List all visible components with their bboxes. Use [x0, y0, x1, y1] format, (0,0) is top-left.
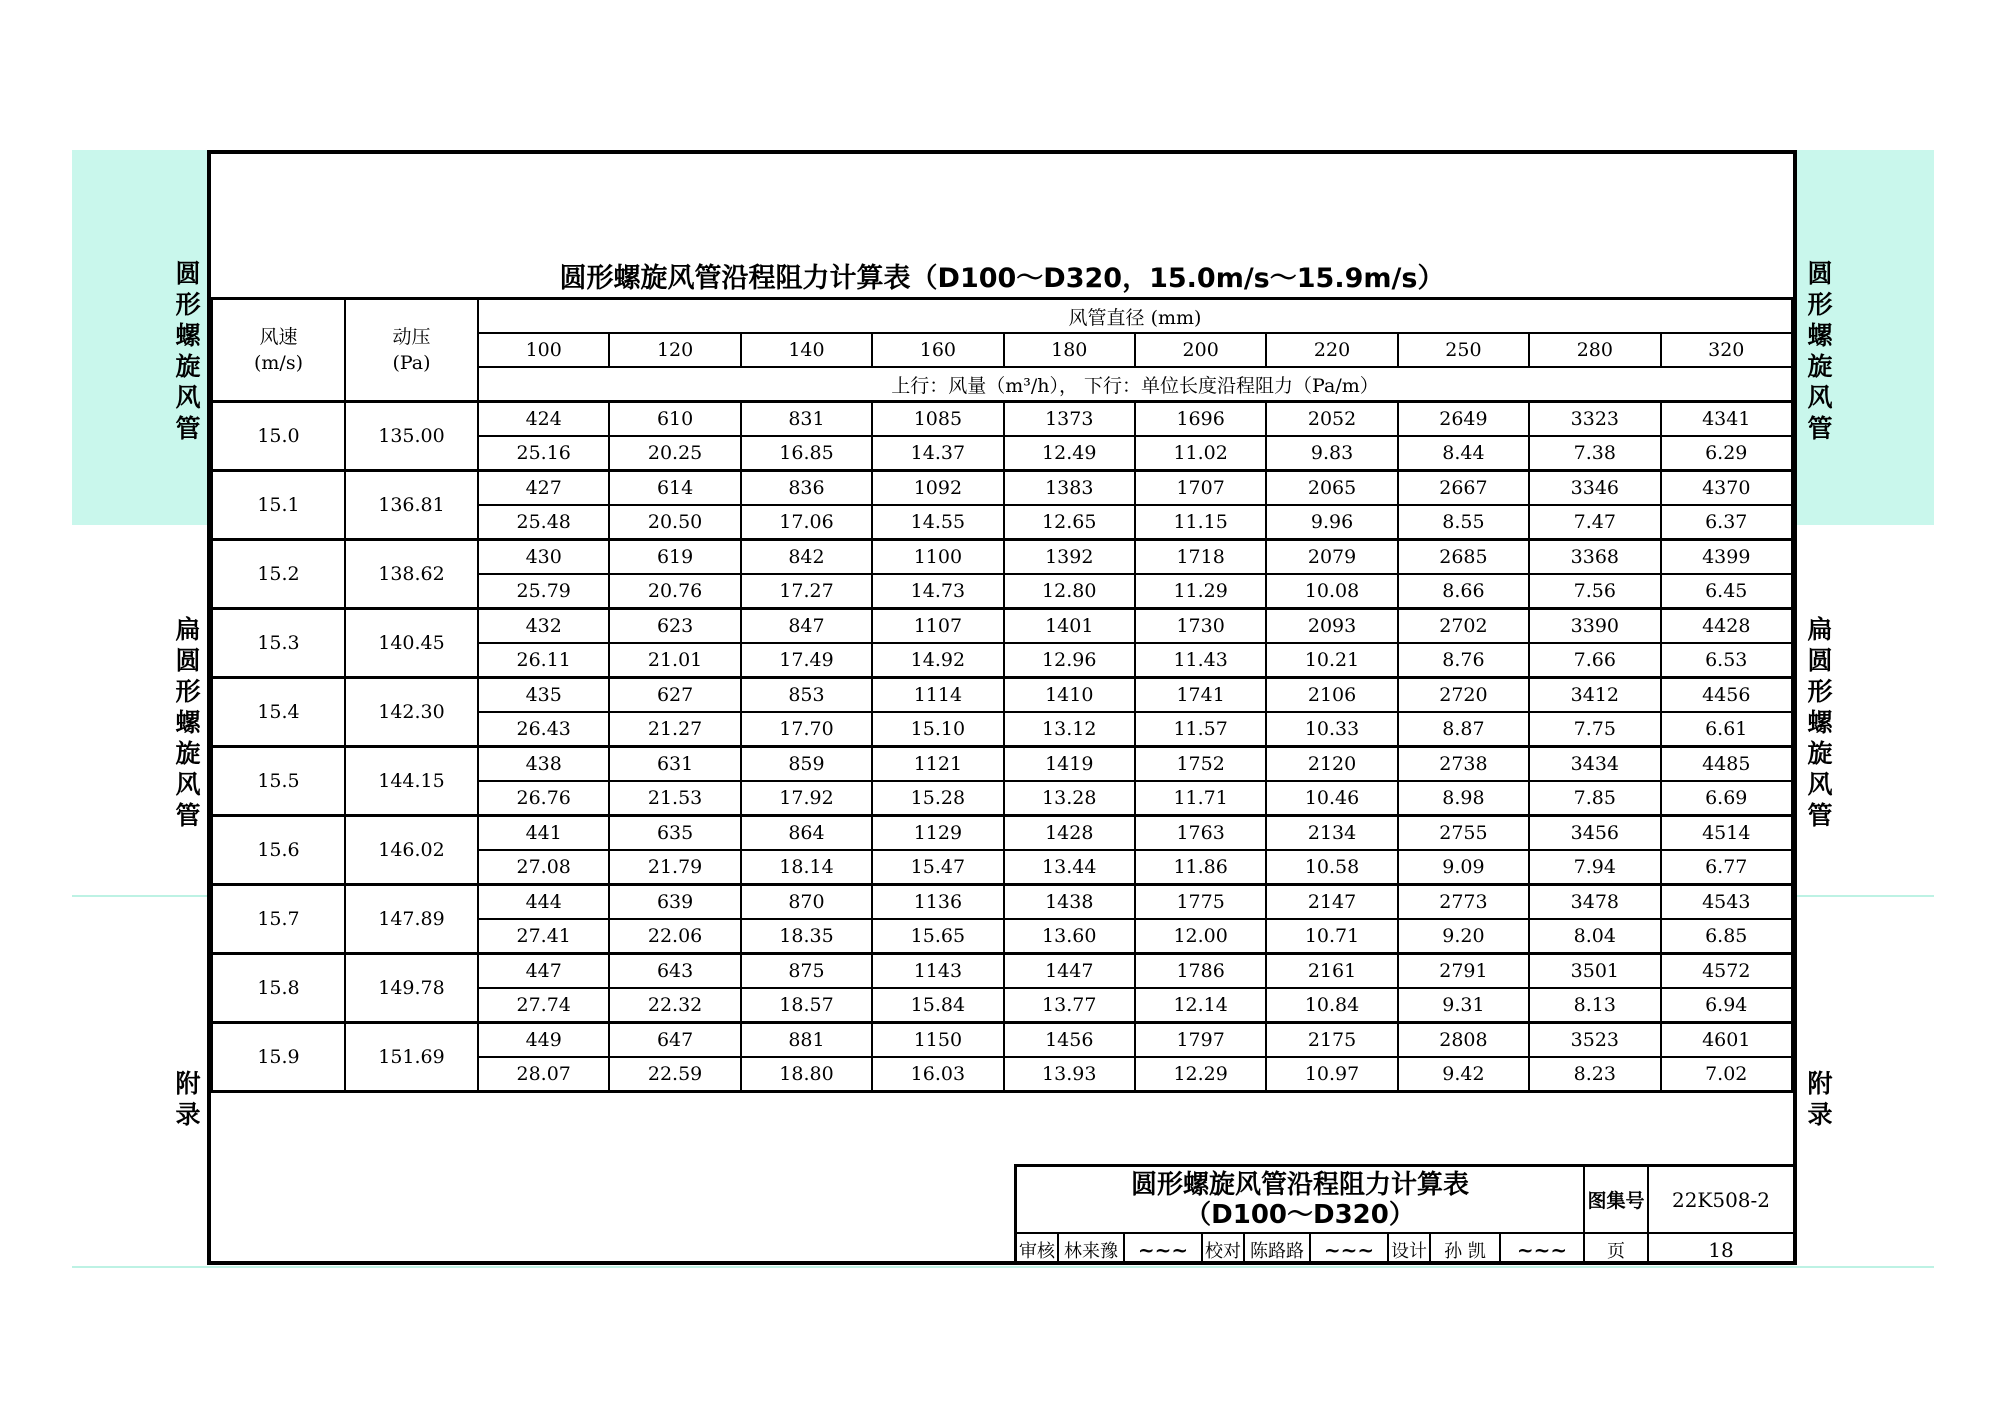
- flow-cell: 1456: [1004, 1023, 1135, 1058]
- flow-cell: 1438: [1004, 885, 1135, 920]
- flow-cell: 4399: [1661, 540, 1792, 575]
- flow-cell: 1150: [872, 1023, 1003, 1058]
- pressure-cell: 136.81: [345, 471, 478, 540]
- flow-cell: 4543: [1661, 885, 1792, 920]
- flow-cell: 438: [478, 747, 609, 782]
- resistance-cell: 21.27: [609, 712, 740, 747]
- flow-cell: 2649: [1398, 402, 1529, 437]
- resistance-cell: 17.27: [741, 574, 872, 609]
- resistance-cell: 13.77: [1004, 988, 1135, 1023]
- flow-cell: 2685: [1398, 540, 1529, 575]
- resistance-cell: 18.35: [741, 919, 872, 954]
- velocity-cell: 15.8: [212, 954, 345, 1023]
- flow-cell: 430: [478, 540, 609, 575]
- resistance-cell: 10.21: [1266, 643, 1397, 678]
- side-label-lower-left: 附 录: [175, 1069, 201, 1129]
- resistance-table: [211, 297, 1793, 1093]
- pressure-cell: 151.69: [345, 1023, 478, 1092]
- resistance-cell: 18.57: [741, 988, 872, 1023]
- flow-cell: 3501: [1529, 954, 1660, 989]
- resistance-cell: 22.06: [609, 919, 740, 954]
- flow-cell: 2065: [1266, 471, 1397, 506]
- flow-cell: 3456: [1529, 816, 1660, 851]
- resistance-cell: 8.87: [1398, 712, 1529, 747]
- resistance-cell: 12.00: [1135, 919, 1266, 954]
- resistance-cell: 9.96: [1266, 505, 1397, 540]
- resistance-cell: 14.92: [872, 643, 1003, 678]
- resistance-cell: 13.60: [1004, 919, 1135, 954]
- flow-cell: 1763: [1135, 816, 1266, 851]
- page-label: 页: [1585, 1234, 1649, 1265]
- resistance-cell: 14.55: [872, 505, 1003, 540]
- diameter-cell: 160: [872, 333, 1003, 367]
- flow-cell: 1797: [1135, 1023, 1266, 1058]
- title-block-title: 圆形螺旋风管沿程阻力计算表 （D100～D320）: [1017, 1167, 1585, 1234]
- resistance-cell: 17.70: [741, 712, 872, 747]
- flow-row: [212, 816, 1792, 851]
- resistance-cell: 17.49: [741, 643, 872, 678]
- flow-row: [212, 471, 1792, 506]
- checker-name: 陈路路: [1245, 1234, 1311, 1265]
- flow-cell: 1410: [1004, 678, 1135, 713]
- resistance-cell: 6.94: [1661, 988, 1792, 1023]
- flow-cell: 619: [609, 540, 740, 575]
- flow-cell: 1730: [1135, 609, 1266, 644]
- flow-cell: 610: [609, 402, 740, 437]
- resistance-cell: 9.20: [1398, 919, 1529, 954]
- resistance-cell: 7.02: [1661, 1057, 1792, 1092]
- velocity-cell: 15.0: [212, 402, 345, 471]
- resistance-cell: 18.80: [741, 1057, 872, 1092]
- pressure-cell: 135.00: [345, 402, 478, 471]
- flow-cell: 614: [609, 471, 740, 506]
- resistance-cell: 9.42: [1398, 1057, 1529, 1092]
- resistance-cell: 15.65: [872, 919, 1003, 954]
- flow-cell: 4572: [1661, 954, 1792, 989]
- resistance-cell: 11.15: [1135, 505, 1266, 540]
- flow-cell: 847: [741, 609, 872, 644]
- flow-cell: 1092: [872, 471, 1003, 506]
- resistance-cell: 18.14: [741, 850, 872, 885]
- resistance-cell: 6.77: [1661, 850, 1792, 885]
- resistance-cell: 13.93: [1004, 1057, 1135, 1092]
- resistance-cell: 20.25: [609, 436, 740, 471]
- resistance-cell: 15.47: [872, 850, 1003, 885]
- resistance-cell: 25.48: [478, 505, 609, 540]
- flow-cell: 1707: [1135, 471, 1266, 506]
- flow-cell: 1107: [872, 609, 1003, 644]
- flow-cell: 635: [609, 816, 740, 851]
- resistance-cell: 27.74: [478, 988, 609, 1023]
- flow-cell: 1401: [1004, 609, 1135, 644]
- resistance-cell: 12.80: [1004, 574, 1135, 609]
- flow-cell: 842: [741, 540, 872, 575]
- resistance-cell: 15.84: [872, 988, 1003, 1023]
- flow-cell: 4428: [1661, 609, 1792, 644]
- flow-cell: 859: [741, 747, 872, 782]
- resistance-cell: 9.83: [1266, 436, 1397, 471]
- flow-cell: 643: [609, 954, 740, 989]
- resistance-cell: 12.14: [1135, 988, 1266, 1023]
- flow-row: [212, 402, 1792, 437]
- resistance-cell: 12.29: [1135, 1057, 1266, 1092]
- velocity-cell: 15.6: [212, 816, 345, 885]
- resistance-cell: 13.12: [1004, 712, 1135, 747]
- flow-cell: 4601: [1661, 1023, 1792, 1058]
- resistance-cell: 16.03: [872, 1057, 1003, 1092]
- flow-cell: 2755: [1398, 816, 1529, 851]
- resistance-cell: 20.76: [609, 574, 740, 609]
- flow-cell: 1786: [1135, 954, 1266, 989]
- flow-cell: 435: [478, 678, 609, 713]
- velocity-cell: 15.9: [212, 1023, 345, 1092]
- flow-cell: 1100: [872, 540, 1003, 575]
- resistance-cell: 7.38: [1529, 436, 1660, 471]
- flow-cell: 870: [741, 885, 872, 920]
- resistance-cell: 7.94: [1529, 850, 1660, 885]
- flow-cell: 441: [478, 816, 609, 851]
- diameter-cell: 220: [1266, 333, 1397, 367]
- flow-cell: 1143: [872, 954, 1003, 989]
- resistance-cell: 7.56: [1529, 574, 1660, 609]
- flow-cell: 432: [478, 609, 609, 644]
- atlas-label: 图集号: [1585, 1167, 1649, 1234]
- flow-cell: 3368: [1529, 540, 1660, 575]
- resistance-cell: 26.11: [478, 643, 609, 678]
- resistance-cell: 6.61: [1661, 712, 1792, 747]
- flow-cell: 2052: [1266, 402, 1397, 437]
- flow-cell: 4514: [1661, 816, 1792, 851]
- side-label-upper-left: 圆 形 螺 旋 风 管: [175, 259, 201, 443]
- resistance-cell: 25.16: [478, 436, 609, 471]
- velocity-cell: 15.3: [212, 609, 345, 678]
- resistance-cell: 7.66: [1529, 643, 1660, 678]
- flow-cell: 836: [741, 471, 872, 506]
- flow-cell: 831: [741, 402, 872, 437]
- diameter-cell: 100: [478, 333, 609, 367]
- diameter-cell: 180: [1004, 333, 1135, 367]
- flow-cell: 3523: [1529, 1023, 1660, 1058]
- design-label: 设计: [1389, 1234, 1431, 1265]
- resistance-cell: 12.49: [1004, 436, 1135, 471]
- flow-cell: 3434: [1529, 747, 1660, 782]
- title-block: [1014, 1164, 1793, 1265]
- resistance-cell: 7.75: [1529, 712, 1660, 747]
- pressure-cell: 149.78: [345, 954, 478, 1023]
- velocity-cell: 15.1: [212, 471, 345, 540]
- row-note: 上行：风量（m³/h）， 下行：单位长度沿程阻力（Pa/m）: [478, 367, 1792, 402]
- flow-cell: 4341: [1661, 402, 1792, 437]
- flow-row: [212, 609, 1792, 644]
- flow-cell: 647: [609, 1023, 740, 1058]
- flow-cell: 1085: [872, 402, 1003, 437]
- flow-cell: 631: [609, 747, 740, 782]
- velocity-cell: 15.4: [212, 678, 345, 747]
- table-title: 圆形螺旋风管沿程阻力计算表（D100～D320，15.0m/s～15.9m/s）: [559, 263, 1445, 294]
- flow-cell: 3323: [1529, 402, 1660, 437]
- side-label-lower-right: 附 录: [1807, 1069, 1833, 1129]
- designer-name: 孙 凯: [1431, 1234, 1501, 1265]
- diameter-cell: 320: [1661, 333, 1792, 367]
- flow-cell: 4485: [1661, 747, 1792, 782]
- flow-cell: 4456: [1661, 678, 1792, 713]
- resistance-cell: 10.58: [1266, 850, 1397, 885]
- resistance-cell: 15.28: [872, 781, 1003, 816]
- flow-cell: 3478: [1529, 885, 1660, 920]
- pressure-cell: 146.02: [345, 816, 478, 885]
- flow-row: [212, 885, 1792, 920]
- resistance-cell: 20.50: [609, 505, 740, 540]
- resistance-cell: 6.45: [1661, 574, 1792, 609]
- flow-cell: 1121: [872, 747, 1003, 782]
- flow-cell: 2120: [1266, 747, 1397, 782]
- diameter-cell: 200: [1135, 333, 1266, 367]
- flow-cell: 424: [478, 402, 609, 437]
- resistance-cell: 15.10: [872, 712, 1003, 747]
- resistance-cell: 6.29: [1661, 436, 1792, 471]
- resistance-cell: 17.06: [741, 505, 872, 540]
- resistance-cell: 10.97: [1266, 1057, 1397, 1092]
- flow-cell: 1741: [1135, 678, 1266, 713]
- flow-cell: 2175: [1266, 1023, 1397, 1058]
- resistance-cell: 6.53: [1661, 643, 1792, 678]
- pressure-cell: 147.89: [345, 885, 478, 954]
- flow-cell: 1373: [1004, 402, 1135, 437]
- flow-cell: 447: [478, 954, 609, 989]
- flow-cell: 875: [741, 954, 872, 989]
- flow-cell: 2773: [1398, 885, 1529, 920]
- flow-cell: 2093: [1266, 609, 1397, 644]
- resistance-cell: 17.92: [741, 781, 872, 816]
- flow-cell: 1392: [1004, 540, 1135, 575]
- velocity-cell: 15.7: [212, 885, 345, 954]
- diameter-cell: 120: [609, 333, 740, 367]
- resistance-cell: 8.66: [1398, 574, 1529, 609]
- resistance-cell: 11.43: [1135, 643, 1266, 678]
- resistance-cell: 26.76: [478, 781, 609, 816]
- flow-cell: 1752: [1135, 747, 1266, 782]
- resistance-cell: 12.65: [1004, 505, 1135, 540]
- side-label-middle-right: 扁 圆 形 螺 旋 风 管: [1807, 615, 1833, 830]
- atlas-number: 22K508-2: [1649, 1167, 1793, 1234]
- resistance-cell: 6.85: [1661, 919, 1792, 954]
- flow-cell: 2134: [1266, 816, 1397, 851]
- flow-cell: 2079: [1266, 540, 1397, 575]
- side-label-upper-right: 圆 形 螺 旋 风 管: [1807, 259, 1833, 443]
- flow-row: [212, 678, 1792, 713]
- flow-cell: 1775: [1135, 885, 1266, 920]
- flow-cell: 1383: [1004, 471, 1135, 506]
- resistance-cell: 26.43: [478, 712, 609, 747]
- resistance-cell: 11.86: [1135, 850, 1266, 885]
- resistance-cell: 11.57: [1135, 712, 1266, 747]
- resistance-cell: 10.08: [1266, 574, 1397, 609]
- flow-cell: 2791: [1398, 954, 1529, 989]
- flow-cell: 627: [609, 678, 740, 713]
- diameter-header: 风管直径 (mm): [478, 299, 1792, 334]
- resistance-cell: 11.29: [1135, 574, 1266, 609]
- velocity-cell: 15.2: [212, 540, 345, 609]
- resistance-cell: 8.76: [1398, 643, 1529, 678]
- resistance-cell: 8.13: [1529, 988, 1660, 1023]
- checker-signature: ~~~: [1311, 1234, 1389, 1265]
- resistance-cell: 7.85: [1529, 781, 1660, 816]
- reviewer-signature: ~~~: [1125, 1234, 1203, 1265]
- flow-cell: 4370: [1661, 471, 1792, 506]
- diameter-cell: 250: [1398, 333, 1529, 367]
- flow-cell: 1447: [1004, 954, 1135, 989]
- resistance-cell: 21.53: [609, 781, 740, 816]
- resistance-cell: 11.71: [1135, 781, 1266, 816]
- designer-signature: ~~~: [1501, 1234, 1585, 1265]
- check-label: 校对: [1203, 1234, 1245, 1265]
- pressure-cell: 144.15: [345, 747, 478, 816]
- flow-cell: 1114: [872, 678, 1003, 713]
- flow-cell: 2147: [1266, 885, 1397, 920]
- resistance-cell: 6.37: [1661, 505, 1792, 540]
- flow-cell: 623: [609, 609, 740, 644]
- flow-row: [212, 954, 1792, 989]
- pressure-cell: 142.30: [345, 678, 478, 747]
- resistance-cell: 9.31: [1398, 988, 1529, 1023]
- resistance-cell: 22.32: [609, 988, 740, 1023]
- flow-cell: 1718: [1135, 540, 1266, 575]
- resistance-cell: 8.55: [1398, 505, 1529, 540]
- resistance-cell: 10.84: [1266, 988, 1397, 1023]
- resistance-cell: 13.44: [1004, 850, 1135, 885]
- velocity-header: 风速 (m/s): [212, 299, 345, 402]
- resistance-cell: 8.04: [1529, 919, 1660, 954]
- flow-cell: 2702: [1398, 609, 1529, 644]
- flow-cell: 3390: [1529, 609, 1660, 644]
- flow-cell: 3412: [1529, 678, 1660, 713]
- flow-cell: 881: [741, 1023, 872, 1058]
- flow-cell: 2720: [1398, 678, 1529, 713]
- resistance-cell: 10.33: [1266, 712, 1397, 747]
- flow-cell: 1696: [1135, 402, 1266, 437]
- diameter-cell: 280: [1529, 333, 1660, 367]
- velocity-cell: 15.5: [212, 747, 345, 816]
- flow-cell: 3346: [1529, 471, 1660, 506]
- resistance-cell: 21.01: [609, 643, 740, 678]
- flow-cell: 1419: [1004, 747, 1135, 782]
- flow-cell: 2808: [1398, 1023, 1529, 1058]
- resistance-cell: 27.08: [478, 850, 609, 885]
- resistance-cell: 14.37: [872, 436, 1003, 471]
- pressure-cell: 140.45: [345, 609, 478, 678]
- flow-cell: 864: [741, 816, 872, 851]
- flow-cell: 444: [478, 885, 609, 920]
- flow-row: [212, 540, 1792, 575]
- resistance-cell: 28.07: [478, 1057, 609, 1092]
- resistance-cell: 8.98: [1398, 781, 1529, 816]
- resistance-cell: 22.59: [609, 1057, 740, 1092]
- flow-cell: 2667: [1398, 471, 1529, 506]
- flow-cell: 2738: [1398, 747, 1529, 782]
- flow-row: [212, 747, 1792, 782]
- pressure-cell: 138.62: [345, 540, 478, 609]
- page-number: 18: [1708, 1237, 1734, 1262]
- resistance-cell: 25.79: [478, 574, 609, 609]
- flow-row: [212, 1023, 1792, 1058]
- resistance-cell: 9.09: [1398, 850, 1529, 885]
- flow-cell: 639: [609, 885, 740, 920]
- resistance-cell: 14.73: [872, 574, 1003, 609]
- flow-cell: 449: [478, 1023, 609, 1058]
- band-bottom-line: [72, 1266, 1934, 1268]
- resistance-cell: 8.23: [1529, 1057, 1660, 1092]
- resistance-cell: 6.69: [1661, 781, 1792, 816]
- reviewer-name: 林来豫: [1059, 1234, 1125, 1265]
- resistance-cell: 12.96: [1004, 643, 1135, 678]
- diameter-cell: 140: [741, 333, 872, 367]
- resistance-cell: 8.44: [1398, 436, 1529, 471]
- flow-cell: 427: [478, 471, 609, 506]
- pressure-header: 动压 (Pa): [345, 299, 478, 402]
- flow-cell: 2161: [1266, 954, 1397, 989]
- resistance-cell: 16.85: [741, 436, 872, 471]
- flow-cell: 853: [741, 678, 872, 713]
- flow-cell: 2106: [1266, 678, 1397, 713]
- resistance-cell: 7.47: [1529, 505, 1660, 540]
- resistance-cell: 27.41: [478, 919, 609, 954]
- resistance-cell: 10.71: [1266, 919, 1397, 954]
- resistance-cell: 10.46: [1266, 781, 1397, 816]
- flow-cell: 1428: [1004, 816, 1135, 851]
- resistance-cell: 21.79: [609, 850, 740, 885]
- resistance-cell: 11.02: [1135, 436, 1266, 471]
- flow-cell: 1129: [872, 816, 1003, 851]
- review-label: 审核: [1017, 1234, 1059, 1265]
- side-label-middle-left: 扁 圆 形 螺 旋 风 管: [175, 615, 201, 830]
- drawing-frame: [207, 150, 1797, 1265]
- flow-cell: 1136: [872, 885, 1003, 920]
- resistance-cell: 13.28: [1004, 781, 1135, 816]
